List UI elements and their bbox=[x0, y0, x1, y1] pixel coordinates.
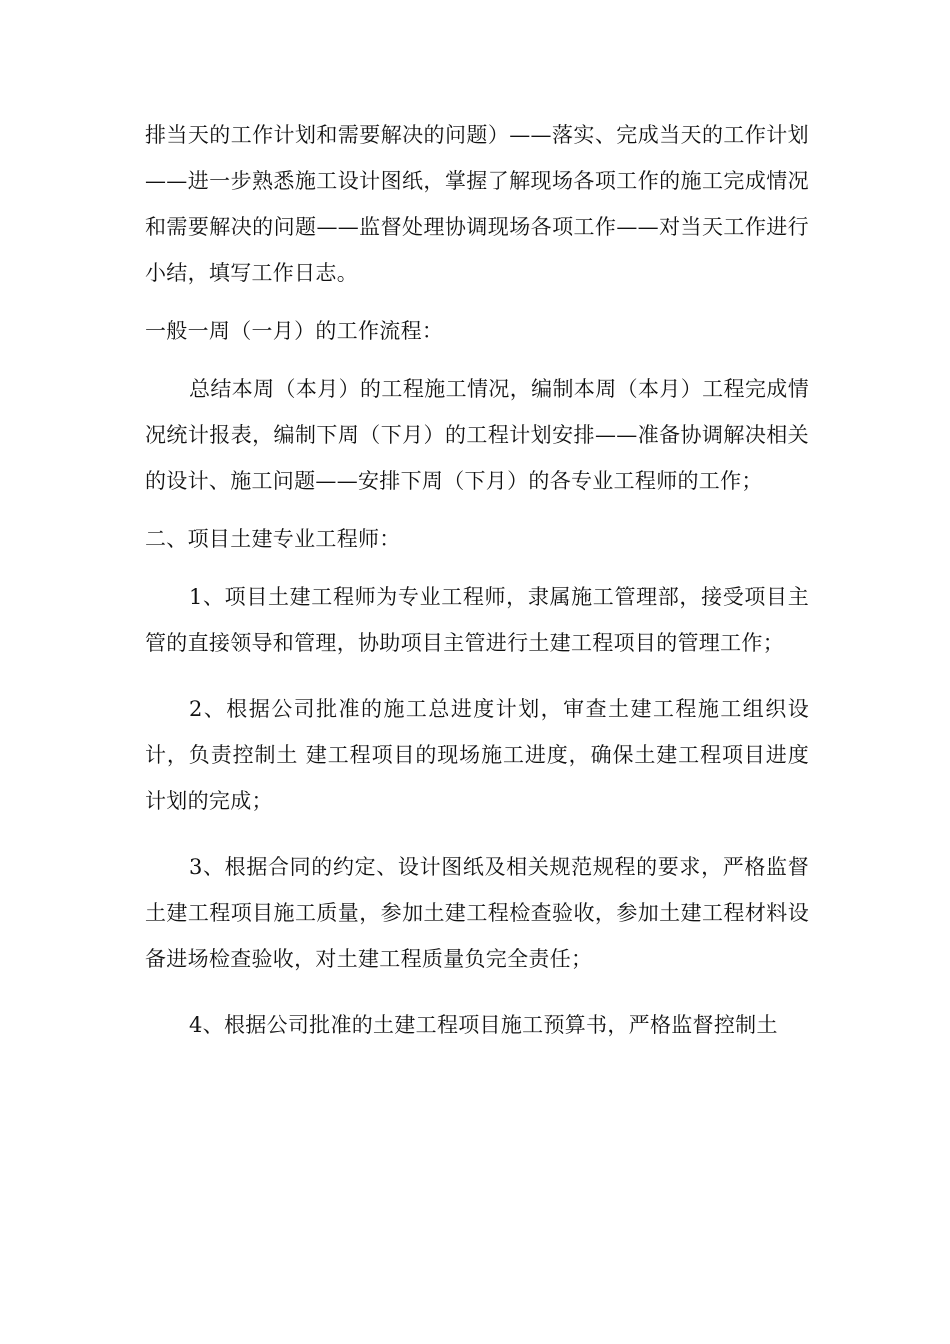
paragraph-weekly-workflow: 总结本周（本月）的工程施工情况，编制本周（本月）工程完成情况统计报表，编制下周（下月）的工程计划安排——准备协调解决相关的设计、施工问题——安排下周（下月）的各专业工程师的工作； bbox=[145, 377, 809, 493]
paragraph-weekly-heading: 一般一周（一月）的工作流程： bbox=[145, 319, 444, 343]
paragraph-item-3: 3、根据合同的约定、设计图纸及相关规范规程的要求，严格监督土建工程项目施工质量，参加土建工程检查验收，参加土建工程材料设备进场检查验收，对土建工程质量负完全责任； bbox=[145, 855, 809, 971]
paragraph-item-4: 4、根据公司批准的土建工程项目施工预算书，严格监督控制土 bbox=[189, 1013, 778, 1037]
section-heading-civil-engineer: 二、项目土建专业工程师： bbox=[145, 527, 401, 551]
paragraph-item-2: 2、根据公司批准的施工总进度计划，审查土建工程施工组织设计，负责控制土 建工程项目的现场施工进度，确保土建工程项目进度计划的完成； bbox=[145, 697, 809, 813]
document-body bbox=[145, 112, 809, 1048]
paragraph-daily-workflow: 排当天的工作计划和需要解决的问题）——落实、完成当天的工作计划——进一步熟悉施工设计图纸，掌握了解现场各项工作的施工完成情况和需要解决的问题——监督处理协调现场各项工作——对当天工作进行小结，填写工作日志。 bbox=[145, 123, 809, 285]
paragraph-item-1: 1、项目土建工程师为专业工程师，隶属施工管理部，接受项目主管的直接领导和管理，协助项目主管进行土建工程项目的管理工作； bbox=[145, 585, 809, 655]
